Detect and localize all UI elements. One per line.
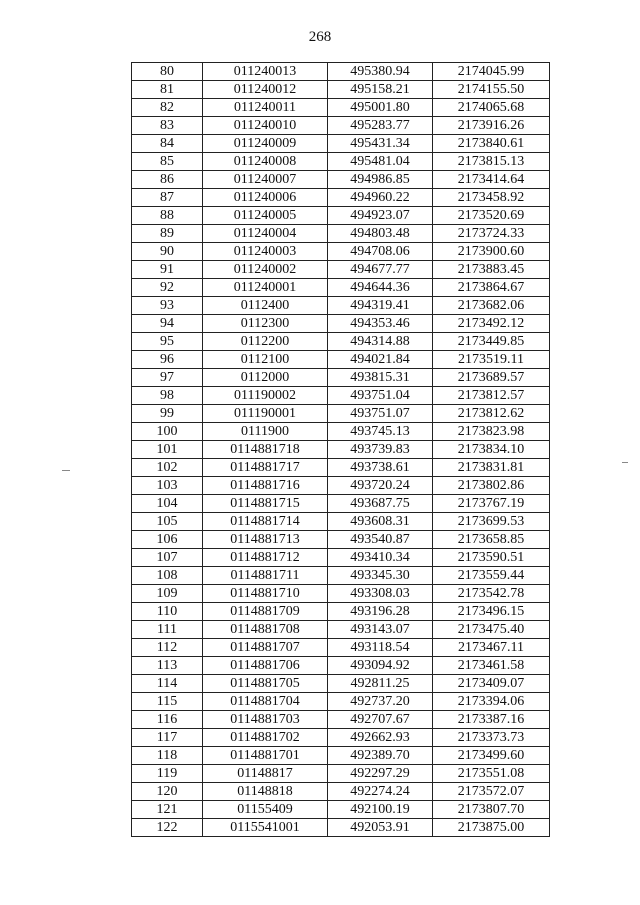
y-coordinate-cell: 2173682.06 [433, 297, 550, 315]
y-coordinate-cell: 2173724.33 [433, 225, 550, 243]
point-number-cell: 98 [132, 387, 203, 405]
point-number-cell: 106 [132, 531, 203, 549]
point-id-cell: 0112200 [203, 333, 328, 351]
y-coordinate-cell: 2173658.85 [433, 531, 550, 549]
x-coordinate-cell: 494960.22 [328, 189, 433, 207]
point-number-cell: 88 [132, 207, 203, 225]
point-number-cell: 119 [132, 765, 203, 783]
x-coordinate-cell: 492811.25 [328, 675, 433, 693]
point-number-cell: 83 [132, 117, 203, 135]
point-id-cell: 0114881707 [203, 639, 328, 657]
point-id-cell: 0114881701 [203, 747, 328, 765]
y-coordinate-cell: 2173409.07 [433, 675, 550, 693]
point-id-cell: 0114881705 [203, 675, 328, 693]
x-coordinate-cell: 492389.70 [328, 747, 433, 765]
point-number-cell: 122 [132, 819, 203, 837]
point-number-cell: 103 [132, 477, 203, 495]
y-coordinate-cell: 2173414.64 [433, 171, 550, 189]
y-coordinate-cell: 2173802.86 [433, 477, 550, 495]
point-number-cell: 111 [132, 621, 203, 639]
y-coordinate-cell: 2173394.06 [433, 693, 550, 711]
point-id-cell: 0114881704 [203, 693, 328, 711]
coordinates-table-body [132, 63, 550, 837]
point-id-cell: 0115541001 [203, 819, 328, 837]
y-coordinate-cell: 2173458.92 [433, 189, 550, 207]
point-number-cell: 89 [132, 225, 203, 243]
x-coordinate-cell: 494677.77 [328, 261, 433, 279]
table-row [132, 693, 550, 711]
table-row [132, 549, 550, 567]
point-number-cell: 80 [132, 63, 203, 81]
point-id-cell: 01155409 [203, 801, 328, 819]
x-coordinate-cell: 493118.54 [328, 639, 433, 657]
point-id-cell: 011240006 [203, 189, 328, 207]
point-number-cell: 92 [132, 279, 203, 297]
point-id-cell: 011240012 [203, 81, 328, 99]
point-number-cell: 108 [132, 567, 203, 585]
x-coordinate-cell: 495431.34 [328, 135, 433, 153]
x-coordinate-cell: 493751.07 [328, 405, 433, 423]
table-row [132, 711, 550, 729]
table-row [132, 315, 550, 333]
point-number-cell: 102 [132, 459, 203, 477]
y-coordinate-cell: 2174065.68 [433, 99, 550, 117]
point-number-cell: 105 [132, 513, 203, 531]
point-number-cell: 101 [132, 441, 203, 459]
point-number-cell: 120 [132, 783, 203, 801]
point-number-cell: 91 [132, 261, 203, 279]
y-coordinate-cell: 2173900.60 [433, 243, 550, 261]
table-row [132, 459, 550, 477]
x-coordinate-cell: 494021.84 [328, 351, 433, 369]
x-coordinate-cell: 492274.24 [328, 783, 433, 801]
table-row [132, 603, 550, 621]
y-coordinate-cell: 2173699.53 [433, 513, 550, 531]
table-row [132, 225, 550, 243]
y-coordinate-cell: 2173551.08 [433, 765, 550, 783]
point-number-cell: 121 [132, 801, 203, 819]
y-coordinate-cell: 2173499.60 [433, 747, 550, 765]
x-coordinate-cell: 492297.29 [328, 765, 433, 783]
point-id-cell: 011240002 [203, 261, 328, 279]
point-id-cell: 0114881711 [203, 567, 328, 585]
point-id-cell: 0114881702 [203, 729, 328, 747]
y-coordinate-cell: 2173767.19 [433, 495, 550, 513]
point-number-cell: 99 [132, 405, 203, 423]
y-coordinate-cell: 2173864.67 [433, 279, 550, 297]
table-row [132, 783, 550, 801]
table-row [132, 351, 550, 369]
y-coordinate-cell: 2173590.51 [433, 549, 550, 567]
point-id-cell: 011240001 [203, 279, 328, 297]
table-row [132, 333, 550, 351]
x-coordinate-cell: 493687.75 [328, 495, 433, 513]
table-row [132, 81, 550, 99]
table-row [132, 531, 550, 549]
x-coordinate-cell: 494353.46 [328, 315, 433, 333]
y-coordinate-cell: 2173823.98 [433, 423, 550, 441]
point-id-cell: 0114881709 [203, 603, 328, 621]
y-coordinate-cell: 2173496.15 [433, 603, 550, 621]
point-id-cell: 011190002 [203, 387, 328, 405]
table-row [132, 297, 550, 315]
point-number-cell: 97 [132, 369, 203, 387]
point-number-cell: 81 [132, 81, 203, 99]
point-id-cell: 0114881717 [203, 459, 328, 477]
x-coordinate-cell: 494319.41 [328, 297, 433, 315]
x-coordinate-cell: 495158.21 [328, 81, 433, 99]
point-number-cell: 113 [132, 657, 203, 675]
x-coordinate-cell: 494708.06 [328, 243, 433, 261]
table-row [132, 657, 550, 675]
x-coordinate-cell: 494986.85 [328, 171, 433, 189]
margin-mark-left [62, 470, 70, 471]
page-number: 268 [308, 29, 332, 45]
y-coordinate-cell: 2173815.13 [433, 153, 550, 171]
table-row [132, 441, 550, 459]
point-id-cell: 0114881714 [203, 513, 328, 531]
x-coordinate-cell: 493751.04 [328, 387, 433, 405]
table-row [132, 243, 550, 261]
table-row [132, 747, 550, 765]
point-id-cell: 01148818 [203, 783, 328, 801]
point-id-cell: 011240010 [203, 117, 328, 135]
y-coordinate-cell: 2173520.69 [433, 207, 550, 225]
x-coordinate-cell: 492737.20 [328, 693, 433, 711]
point-number-cell: 93 [132, 297, 203, 315]
point-number-cell: 94 [132, 315, 203, 333]
x-coordinate-cell: 493739.83 [328, 441, 433, 459]
y-coordinate-cell: 2174045.99 [433, 63, 550, 81]
table-row [132, 513, 550, 531]
point-number-cell: 109 [132, 585, 203, 603]
point-number-cell: 116 [132, 711, 203, 729]
table-row [132, 117, 550, 135]
point-number-cell: 82 [132, 99, 203, 117]
x-coordinate-cell: 493540.87 [328, 531, 433, 549]
point-number-cell: 87 [132, 189, 203, 207]
table-row [132, 63, 550, 81]
x-coordinate-cell: 493196.28 [328, 603, 433, 621]
y-coordinate-cell: 2173916.26 [433, 117, 550, 135]
x-coordinate-cell: 492707.67 [328, 711, 433, 729]
table-row [132, 675, 550, 693]
x-coordinate-cell: 494803.48 [328, 225, 433, 243]
y-coordinate-cell: 2173689.57 [433, 369, 550, 387]
x-coordinate-cell: 495283.77 [328, 117, 433, 135]
point-id-cell: 0114881712 [203, 549, 328, 567]
y-coordinate-cell: 2173812.57 [433, 387, 550, 405]
point-id-cell: 011240013 [203, 63, 328, 81]
point-number-cell: 95 [132, 333, 203, 351]
table-row [132, 279, 550, 297]
x-coordinate-cell: 493738.61 [328, 459, 433, 477]
y-coordinate-cell: 2173467.11 [433, 639, 550, 657]
x-coordinate-cell: 493410.34 [328, 549, 433, 567]
point-number-cell: 112 [132, 639, 203, 657]
y-coordinate-cell: 2173831.81 [433, 459, 550, 477]
table-row [132, 369, 550, 387]
x-coordinate-cell: 494644.36 [328, 279, 433, 297]
x-coordinate-cell: 493815.31 [328, 369, 433, 387]
point-id-cell: 0111900 [203, 423, 328, 441]
table-row [132, 405, 550, 423]
point-number-cell: 100 [132, 423, 203, 441]
y-coordinate-cell: 2173542.78 [433, 585, 550, 603]
x-coordinate-cell: 493308.03 [328, 585, 433, 603]
table-row [132, 765, 550, 783]
point-id-cell: 01148817 [203, 765, 328, 783]
point-number-cell: 96 [132, 351, 203, 369]
point-id-cell: 0114881703 [203, 711, 328, 729]
y-coordinate-cell: 2173492.12 [433, 315, 550, 333]
point-id-cell: 0112000 [203, 369, 328, 387]
y-coordinate-cell: 2173475.40 [433, 621, 550, 639]
y-coordinate-cell: 2173883.45 [433, 261, 550, 279]
y-coordinate-cell: 2173807.70 [433, 801, 550, 819]
table-row [132, 567, 550, 585]
point-id-cell: 0114881713 [203, 531, 328, 549]
point-number-cell: 84 [132, 135, 203, 153]
table-row [132, 585, 550, 603]
table-row [132, 261, 550, 279]
point-id-cell: 011240008 [203, 153, 328, 171]
point-id-cell: 0114881716 [203, 477, 328, 495]
x-coordinate-cell: 495380.94 [328, 63, 433, 81]
y-coordinate-cell: 2173812.62 [433, 405, 550, 423]
table-row [132, 99, 550, 117]
x-coordinate-cell: 495001.80 [328, 99, 433, 117]
point-number-cell: 117 [132, 729, 203, 747]
y-coordinate-cell: 2173519.11 [433, 351, 550, 369]
point-id-cell: 0112400 [203, 297, 328, 315]
point-id-cell: 011190001 [203, 405, 328, 423]
x-coordinate-cell: 493720.24 [328, 477, 433, 495]
point-number-cell: 90 [132, 243, 203, 261]
x-coordinate-cell: 492053.91 [328, 819, 433, 837]
x-coordinate-cell: 493608.31 [328, 513, 433, 531]
table-row [132, 477, 550, 495]
y-coordinate-cell: 2173559.44 [433, 567, 550, 585]
y-coordinate-cell: 2173875.00 [433, 819, 550, 837]
table-row [132, 801, 550, 819]
point-number-cell: 115 [132, 693, 203, 711]
point-id-cell: 0114881706 [203, 657, 328, 675]
y-coordinate-cell: 2173449.85 [433, 333, 550, 351]
table-row [132, 207, 550, 225]
point-id-cell: 011240003 [203, 243, 328, 261]
point-number-cell: 104 [132, 495, 203, 513]
table-row [132, 639, 550, 657]
y-coordinate-cell: 2173387.16 [433, 711, 550, 729]
x-coordinate-cell: 493143.07 [328, 621, 433, 639]
point-number-cell: 85 [132, 153, 203, 171]
point-id-cell: 0112300 [203, 315, 328, 333]
x-coordinate-cell: 493345.30 [328, 567, 433, 585]
point-id-cell: 0114881718 [203, 441, 328, 459]
margin-mark-right [622, 462, 628, 463]
x-coordinate-cell: 495481.04 [328, 153, 433, 171]
x-coordinate-cell: 494923.07 [328, 207, 433, 225]
x-coordinate-cell: 492662.93 [328, 729, 433, 747]
table-row [132, 495, 550, 513]
point-id-cell: 011240005 [203, 207, 328, 225]
y-coordinate-cell: 2173373.73 [433, 729, 550, 747]
table-row [132, 621, 550, 639]
point-id-cell: 0112100 [203, 351, 328, 369]
table-row [132, 153, 550, 171]
y-coordinate-cell: 2173840.61 [433, 135, 550, 153]
point-id-cell: 011240009 [203, 135, 328, 153]
y-coordinate-cell: 2174155.50 [433, 81, 550, 99]
point-id-cell: 011240011 [203, 99, 328, 117]
y-coordinate-cell: 2173461.58 [433, 657, 550, 675]
table-row [132, 135, 550, 153]
point-id-cell: 0114881710 [203, 585, 328, 603]
point-id-cell: 011240007 [203, 171, 328, 189]
x-coordinate-cell: 493094.92 [328, 657, 433, 675]
table-row [132, 387, 550, 405]
point-id-cell: 0114881715 [203, 495, 328, 513]
table-row [132, 423, 550, 441]
coordinates-table [131, 62, 550, 837]
point-number-cell: 107 [132, 549, 203, 567]
point-number-cell: 114 [132, 675, 203, 693]
point-number-cell: 110 [132, 603, 203, 621]
y-coordinate-cell: 2173834.10 [433, 441, 550, 459]
y-coordinate-cell: 2173572.07 [433, 783, 550, 801]
x-coordinate-cell: 494314.88 [328, 333, 433, 351]
point-number-cell: 86 [132, 171, 203, 189]
point-id-cell: 0114881708 [203, 621, 328, 639]
point-id-cell: 011240004 [203, 225, 328, 243]
table-row [132, 819, 550, 837]
x-coordinate-cell: 492100.19 [328, 801, 433, 819]
x-coordinate-cell: 493745.13 [328, 423, 433, 441]
table-row [132, 729, 550, 747]
table-row [132, 189, 550, 207]
table-row [132, 171, 550, 189]
point-number-cell: 118 [132, 747, 203, 765]
